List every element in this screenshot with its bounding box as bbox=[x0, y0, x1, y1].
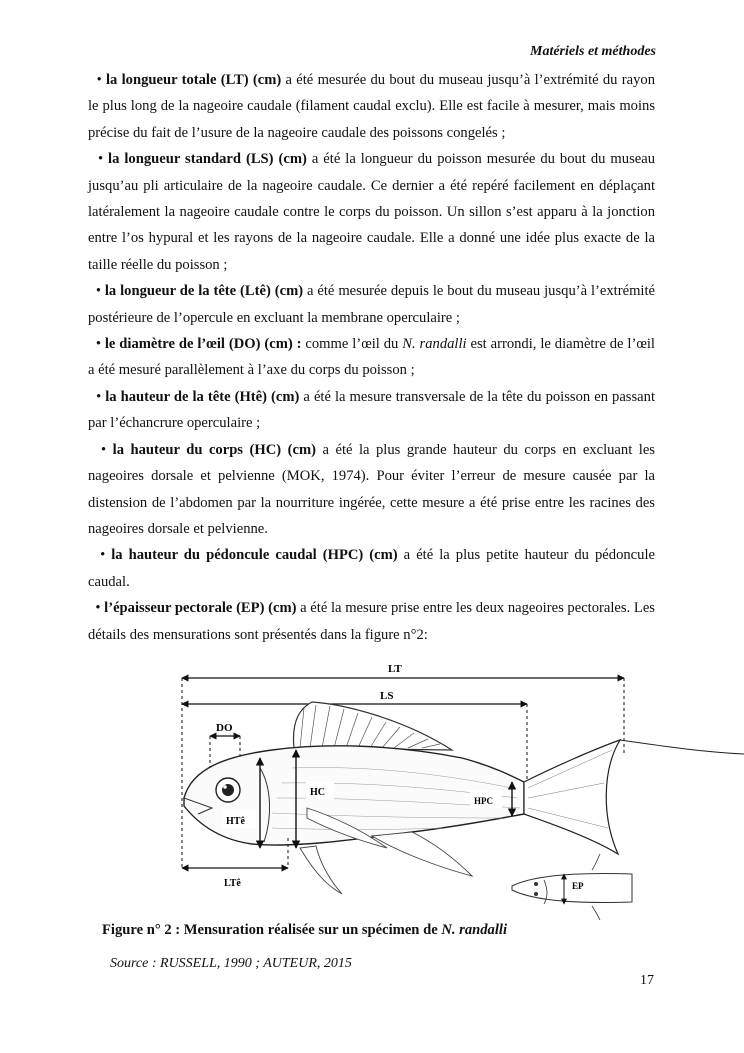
dorsal-view-inset bbox=[512, 854, 632, 920]
page-number: 17 bbox=[640, 973, 654, 988]
paragraph-hpc: • la hauteur du pédoncule caudal (HPC) (cm) a été la plus petite hauteur du pédoncule caudal. bbox=[88, 547, 655, 590]
anal-fin bbox=[372, 832, 472, 876]
paragraph-ls: • la longueur standard (LS) (cm) a été la longueur du poisson mesurée du bout du museau jusqu’au pli articulaire de la nageoire caudale. Ce dernier a été repéré facilement en déplaçant latéralement la nageoire caudale contre le corps du poisson. Un sillon s’est apparu à la jonction entre l’os hypural et les rayons de la nageoire caudale. Elle a donné une idée plus exacte de la taille réelle du poisson ; bbox=[88, 151, 656, 273]
figure-caption: Figure n° 2 : Mensuration réalisée sur un spécimen de N. randalli bbox=[102, 922, 508, 938]
paragraph-hc: • la hauteur du corps (HC) (cm) a été la plus grande hauteur du corps en excluant les nageoires dorsale et pelvienne (MOK, 1974). Pour éviter l’erreur de mesure causée par la distension de l’abdomen par la nourriture ingérée, cette mesure a été prise entre les racines des nageoires dorsale et pelvienne. bbox=[88, 441, 655, 537]
hc-label: HC bbox=[310, 787, 325, 798]
body-text bbox=[88, 67, 655, 648]
ep-label: EP bbox=[572, 881, 584, 891]
fish-diagram bbox=[172, 658, 744, 920]
running-header: Matériels et méthodes bbox=[530, 44, 656, 59]
paragraph-ep: • l’épaisseur pectorale (EP) (cm) a été la mesure prise entre les deux nageoires pectorales. Les détails des mensurations sont présentés dans la figure n°2: bbox=[88, 600, 655, 643]
hte-label: HTê bbox=[226, 816, 245, 827]
fish-measurement-figure bbox=[172, 658, 744, 920]
lte-label: LTê bbox=[224, 878, 241, 889]
hpc-label: HPC bbox=[474, 796, 493, 806]
dorsal-fin bbox=[294, 702, 452, 750]
figure-source: Source : RUSSELL, 1990 ; AUTEUR, 2015 bbox=[110, 956, 352, 971]
caudal-filament bbox=[620, 740, 744, 754]
caudal-fin bbox=[524, 740, 620, 854]
paragraph-lte: • la longueur de la tête (Ltê) (cm) a été mesurée depuis le bout du museau jusqu’à l’extrémité postérieure de l’opercule en excluant la membrane operculaire ; bbox=[88, 283, 656, 326]
pelvic-fin bbox=[300, 846, 342, 894]
paragraph-do: • le diamètre de l’œil (DO) (cm) : comme l’œil du N. randalli est arrondi, le diamètre de l’œil a été mesuré parallèlement à l’axe du corps du poisson ; bbox=[88, 336, 655, 379]
paragraph-lt: • la longueur totale (LT) (cm) a été mesurée du bout du museau jusqu’à l’extrémité du rayon le plus long de la nageoire caudale (filament caudal exclu). Elle est facile à mesurer, mais moins précise du fait de l’usure de la nageoire caudale des poissons congelés ; bbox=[88, 72, 655, 141]
paragraph-hte: • la hauteur de la tête (Htê) (cm) a été la mesure transversale de la tête du poisson en passant par l’échancrure operculaire ; bbox=[88, 388, 655, 432]
do-label: DO bbox=[216, 722, 233, 734]
lt-label: LT bbox=[388, 663, 402, 675]
ls-label: LS bbox=[380, 690, 394, 702]
